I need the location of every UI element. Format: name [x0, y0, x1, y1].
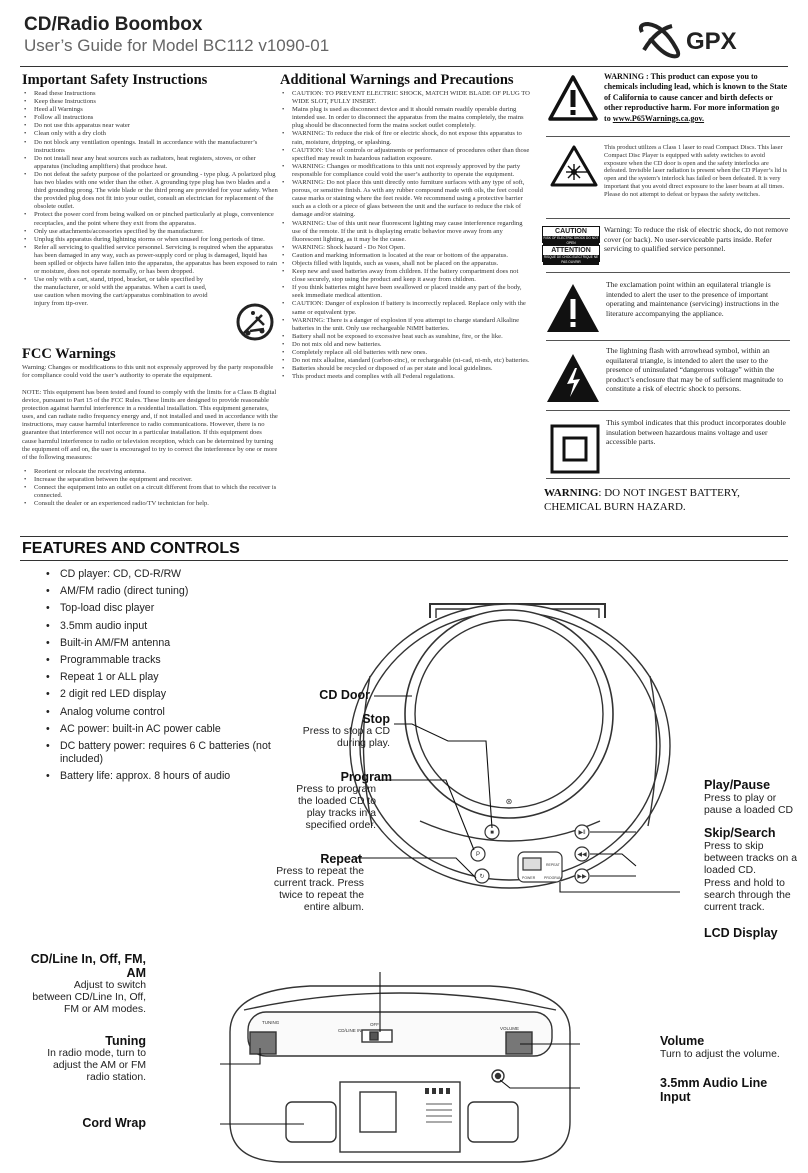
callout-play-desc: Press to play or pause a loaded CD	[704, 793, 793, 816]
list-item: • Use only with a cart, stand, tripod, bracket, or table specified by the manufacturer, or sold with the apparatus. When a cart is used, use caution when moving the cart/apparatus combination to avoid injury from tip-over.	[22, 276, 212, 308]
features-heading: FEATURES AND CONTROLS	[22, 540, 240, 557]
svg-text:VOLUME: VOLUME	[500, 1026, 520, 1031]
feature-item: • AM/FM radio (direct tuning)	[44, 585, 274, 598]
divider	[546, 410, 790, 411]
list-item: • WARNING: There is a danger of explosion if you attempt to charge standard Alkaline batteries in the unit. Only use rechargeable NiMH batteries.	[280, 317, 532, 333]
callout-skip-desc: Press to skip between tracks on a loaded CD.	[704, 841, 797, 876]
additional-heading: Additional Warnings and Precautions	[280, 72, 514, 88]
shock-text: Warning: To reduce the risk of electric shock, do not remove cover (or back). No user-serviceable parts inside. Refer servicing to qualified service personnel.	[604, 225, 789, 254]
page-subtitle: User’s Guide for Model BC112 v1090-01	[24, 36, 330, 55]
list-item: • WARNING: Use of this unit near fluorescent lighting may cause interference regarding use of the remote. If the unit is displaying erratic behavior move away from any fluorescent lighting, as it may be the cause.	[280, 220, 532, 244]
exclamation-text: The exclamation point within an equilateral triangle is intended to alert the user to the presence of important operating and maintenance (servicing) instructions in the literature accompanying the appliance.	[606, 280, 779, 318]
callout-tuning: Tuning	[105, 1034, 146, 1048]
divider	[546, 340, 790, 341]
list-item: • WARNING: Changes or modifications to this unit not expressly approved by the party responsible for compliance could void the user’s authority to operate the equipment.	[280, 163, 532, 179]
list-item: • Keep these Instructions	[22, 98, 278, 106]
divider	[546, 218, 790, 219]
callout-tuning-desc: In radio mode, turn to adjust the AM or FM radio station.	[47, 1048, 146, 1083]
additional-list	[280, 90, 532, 381]
cart-warning-icon	[234, 303, 276, 341]
list-item: • WARNING: Shock hazard - Do Not Open.	[280, 244, 532, 252]
svg-text:PROGRAM: PROGRAM	[544, 876, 563, 880]
feature-item: • 2 digit red LED display	[44, 688, 274, 701]
feature-item: • 3.5mm audio input	[44, 620, 274, 633]
list-item: • Consult the dealer or an experienced radio/TV technician for help.	[22, 500, 278, 508]
caution-label: CAUTION	[555, 228, 587, 235]
caution-small: RISK OF ELECTRIC SHOCK DO NOT OPEN	[543, 236, 599, 245]
feature-item: • Programmable tracks	[44, 654, 274, 667]
feature-item: • Repeat 1 or ALL play	[44, 671, 274, 684]
feature-item: • DC battery power: requires 6 C batteries (not included)	[44, 740, 274, 766]
list-item: • Battery shall not be exposed to excessive heat such as sunshine, fire, or the like.	[280, 333, 532, 341]
list-item: • Protect the power cord from being walked on or pinched particularly at plugs, convenience receptacles, and the point where they exit from the apparatus.	[22, 211, 278, 227]
svg-text:■: ■	[490, 830, 494, 836]
callout-repeat: Repeat	[320, 852, 362, 866]
tuning-knob[interactable]	[250, 1032, 276, 1054]
list-item: • Refer all servicing to qualified service personnel. Servicing is required when the apparatus has been damaged in any way, such as power-supply cord or plug is damaged, liquid has been spilled or objects have fallen into the apparatus, the apparatus has been exposed to rain or moisture, does not operate normally, or has been dropped.	[22, 244, 278, 276]
safety-heading: Important Safety Instructions	[22, 72, 208, 88]
list-item: • CAUTION: Danger of explosion if battery is incorrectly replaced. Replace only with the same or equivalent type.	[280, 300, 532, 316]
list-item: • Clean only with a dry cloth	[22, 130, 278, 138]
boombox-front-view	[220, 972, 580, 1168]
list-item: • Do not use this apparatus near water	[22, 122, 278, 130]
callout-program: Program	[340, 770, 392, 784]
callout-source-desc: Adjust to switch between CD/Line In, Off, FM or AM modes.	[32, 980, 146, 1015]
page-title: CD/Radio Boombox	[24, 14, 203, 35]
svg-text:◀◀: ◀◀	[577, 852, 587, 858]
list-item: • Do not mix alkaline, standard (carbon-zinc), or rechargeable (ni-cad, ni-mh, etc) batteries.	[280, 357, 532, 365]
list-item: • Unplug this apparatus during lightning storms or when unused for long periods of time.	[22, 236, 278, 244]
list-item: • If you think batteries might have been swallowed or placed inside any part of the body, seek immediate medical attention.	[280, 284, 532, 300]
svg-text:⊛: ⊛	[505, 797, 513, 806]
divider	[546, 136, 790, 137]
callout-program-desc: Press to program the loaded CD to play tracks in a specified order.	[296, 784, 376, 831]
exclamation-triangle-icon	[546, 282, 600, 334]
list-item: • Do not defeat the safety purpose of the polarized or grounding - type plug. A polarized plug has two blades with one wider than the other. A grounding type plug has two blades and a third grounding prong. The wide blade or the third prong are provided for your safety. When the provided plug does not fit into your outlet, consult an electrician for replacement of the obsolete outlet.	[22, 171, 278, 211]
svg-text:CD/LINE IN: CD/LINE IN	[338, 1028, 362, 1033]
lightning-text: The lightning flash with arrowhead symbol, within an equilateral triangle, is intended to alert the user to the presence of uninsulated “dangerous voltage” within the product’s enclosure that may be of sufficient magnitude to constitute a risk of electric shock to persons.	[606, 346, 783, 394]
svg-text:▶‖: ▶‖	[578, 830, 586, 836]
fcc-list	[22, 468, 278, 508]
list-item: • Completely replace all old batteries with new ones.	[280, 349, 532, 357]
callout-stop-desc: Press to stop a CD during play.	[302, 726, 390, 749]
divider	[546, 478, 790, 479]
list-item: • Follow all instructions	[22, 114, 278, 122]
feature-item: • Top-load disc player	[44, 602, 274, 615]
callout-skip-desc2: Press and hold to search through the current track.	[704, 878, 791, 913]
attention-small: RISQUE DE CHOC ELECTRIQUE NE PAS OUVRIR	[543, 255, 599, 264]
callout-repeat-desc: Press to repeat the current track. Press twice to repeat the entire album.	[273, 866, 364, 913]
feature-item: • AC power: built-in AC power cable	[44, 723, 274, 736]
svg-text:REPEAT: REPEAT	[546, 863, 560, 867]
callout-cord-wrap: Cord Wrap	[82, 1116, 146, 1130]
callout-stop: Stop	[362, 712, 390, 726]
list-item: • Do not install near any heat sources such as radiators, heat registers, stoves, or other apparatus (including amplifiers) that produce heat.	[22, 155, 278, 171]
list-item: • CAUTION: TO PREVENT ELECTRIC SHOCK, MATCH WIDE BLADE OF PLUG TO WIDE SLOT, FULLY INSERT.	[280, 90, 532, 106]
callout-source: CD/Line In, Off, FM, AM	[30, 952, 146, 980]
list-item: • Objects filled with liquids, such as vases, shall not be placed on the apparatus.	[280, 260, 532, 268]
list-item: • WARNING: Do not place this unit directly onto furniture surfaces with any type of soft, porous, or sensitive finish. As with any rubber compound made with oils, the feet could cause marks or staining where the feet reside. We recommend using a protective barrier such as a cloth or a piece of glass between the unit and the surface to reduce the risk of damage and/or staining.	[280, 179, 532, 219]
callout-volume-desc: Turn to adjust the volume.	[660, 1049, 780, 1060]
svg-text:OFF: OFF	[370, 1022, 379, 1027]
list-item: • Batteries should be recycled or disposed of as per state and local guidelines.	[280, 365, 532, 373]
prop65-text: WARNING : This product can expose you to chemicals including lead, which is known to the State of California to cause cancer and birth defects or other reproductive harm. For more information go to www.P65Warnings.ca.gov.	[604, 72, 788, 123]
list-item: • Connect the equipment into an outlet on a circuit different from that to which the receiver is connected.	[22, 484, 278, 500]
list-item: • This product meets and complies with all Federal regulations.	[280, 373, 532, 381]
attention-label: ATTENTION	[551, 247, 591, 254]
header-rule	[20, 66, 788, 67]
prop65-warning-icon	[548, 74, 598, 122]
features-list	[44, 568, 274, 787]
safety-list	[22, 90, 278, 309]
fcc-heading: FCC Warnings	[22, 346, 116, 362]
list-item: • Reorient or relocate the receiving antenna.	[22, 468, 278, 476]
list-item: • Increase the separation between the equipment and receiver.	[22, 476, 278, 484]
feature-item: • Analog volume control	[44, 706, 274, 719]
svg-text:▶▶: ▶▶	[577, 874, 587, 880]
laser-warning-icon	[550, 144, 598, 188]
svg-text:TUNING: TUNING	[262, 1020, 280, 1025]
features-rule-bottom	[20, 560, 788, 561]
callout-skip: Skip/Search	[704, 826, 776, 840]
list-item: • Heed all Warnings	[22, 106, 278, 114]
callout-lcd: LCD Display	[704, 926, 778, 940]
list-item: • Do not mix old and new batteries.	[280, 341, 532, 349]
lightning-triangle-icon	[546, 352, 600, 404]
divider	[546, 272, 790, 273]
list-item: • Caution and marking information is located at the rear or bottom of the apparatus.	[280, 252, 532, 260]
feature-item: • Built-in AM/FM antenna	[44, 637, 274, 650]
list-item: • Do not block any ventilation openings. Install in accordance with the manufacturer’s instructions	[22, 139, 278, 155]
battery-warning: WARNING: DO NOT INGEST BATTERY, CHEMICAL BURN HAZARD.	[544, 487, 740, 513]
callout-cd-door: CD Door	[319, 688, 370, 702]
list-item: • WARNING: To reduce the risk of fire or electric shock, do not expose this apparatus to rain, moisture, dripping, or splashing.	[280, 130, 532, 146]
callout-play-pause: Play/Pause	[704, 778, 771, 792]
list-item: • Keep new and used batteries away from children. If the battery compartment does not close securely, stop using the product and keep it away from children.	[280, 268, 532, 284]
callout-audio-input: 3.5mm Audio Line Input	[660, 1076, 768, 1104]
list-item: • Mains plug is used as disconnect device and it should remain readily operable during intended use. In order to disconnect the apparatus from the mains completely, the mains plug should be disconnected form the mains socket outlet completely.	[280, 106, 532, 130]
double-insulation-icon	[550, 424, 600, 474]
svg-text:P: P	[475, 852, 481, 858]
features-rule-top	[20, 536, 788, 537]
feature-item: • Battery life: approx. 8 hours of audio	[44, 770, 274, 783]
fcc-warning: Warning: Changes or modifications to this unit not expressly approved by the party responsible for compliance could void the user’s authority to operate the equipment.	[22, 364, 274, 380]
list-item: • CAUTION: Use of controls or adjustments or performance of procedures other than those specified may result in hazardous radiation exposure.	[280, 147, 532, 163]
prop65-link[interactable]: www.P65Warnings.ca.gov.	[612, 113, 705, 123]
svg-text:POWER: POWER	[522, 876, 536, 880]
logo-text: GPX	[686, 28, 737, 55]
svg-text:↻: ↻	[479, 874, 485, 880]
laser-text: This product utilizes a Class 1 laser to read Compact Discs. This laser Compact Disc Player is equipped with safety switches to avoid exposure when the CD door is open and the safety interlocks are defeated. Invisible laser radiation is present when the CD Player’s lid is open and the system’s interlock has failed or been defeated. It is very important that you avoid direct exposure to the laser beam at all times. Please do not attempt to defeat or bypass the safety switches.	[604, 144, 788, 198]
list-item: • Read these Instructions	[22, 90, 278, 98]
caution-label-box	[542, 226, 600, 262]
callout-volume: Volume	[660, 1034, 705, 1048]
list-item: • Only use attachments/accessories specified by the manufacturer.	[22, 228, 278, 236]
feature-item: • CD player: CD, CD-R/RW	[44, 568, 274, 581]
fcc-note: NOTE: This equipment has been tested and found to comply with the limits for a Class B digital device, pursuant to Part 15 of the FCC Rules. These limits are designed to provide reasonable protection against harmful interference in a residential installation. This equipment generates, uses, and can radiate radio frequency energy and, if not installed and used in accordance with the instructions, may cause harmful interference to radio communications. However, there is no guarantee that interference will not occur in a particular installation. If this equipment does cause harmful interference to radio or television reception, which can be determined by turning the equipment off and on, the user is encouraged to try to correct the interference by one or more of the following measures:	[22, 389, 278, 461]
gpx-logo	[636, 20, 788, 60]
volume-knob[interactable]	[506, 1032, 532, 1054]
double-insulation-text: This symbol indicates that this product incorporates double insulation between hazardous mains voltage and user accessible parts.	[606, 418, 786, 447]
